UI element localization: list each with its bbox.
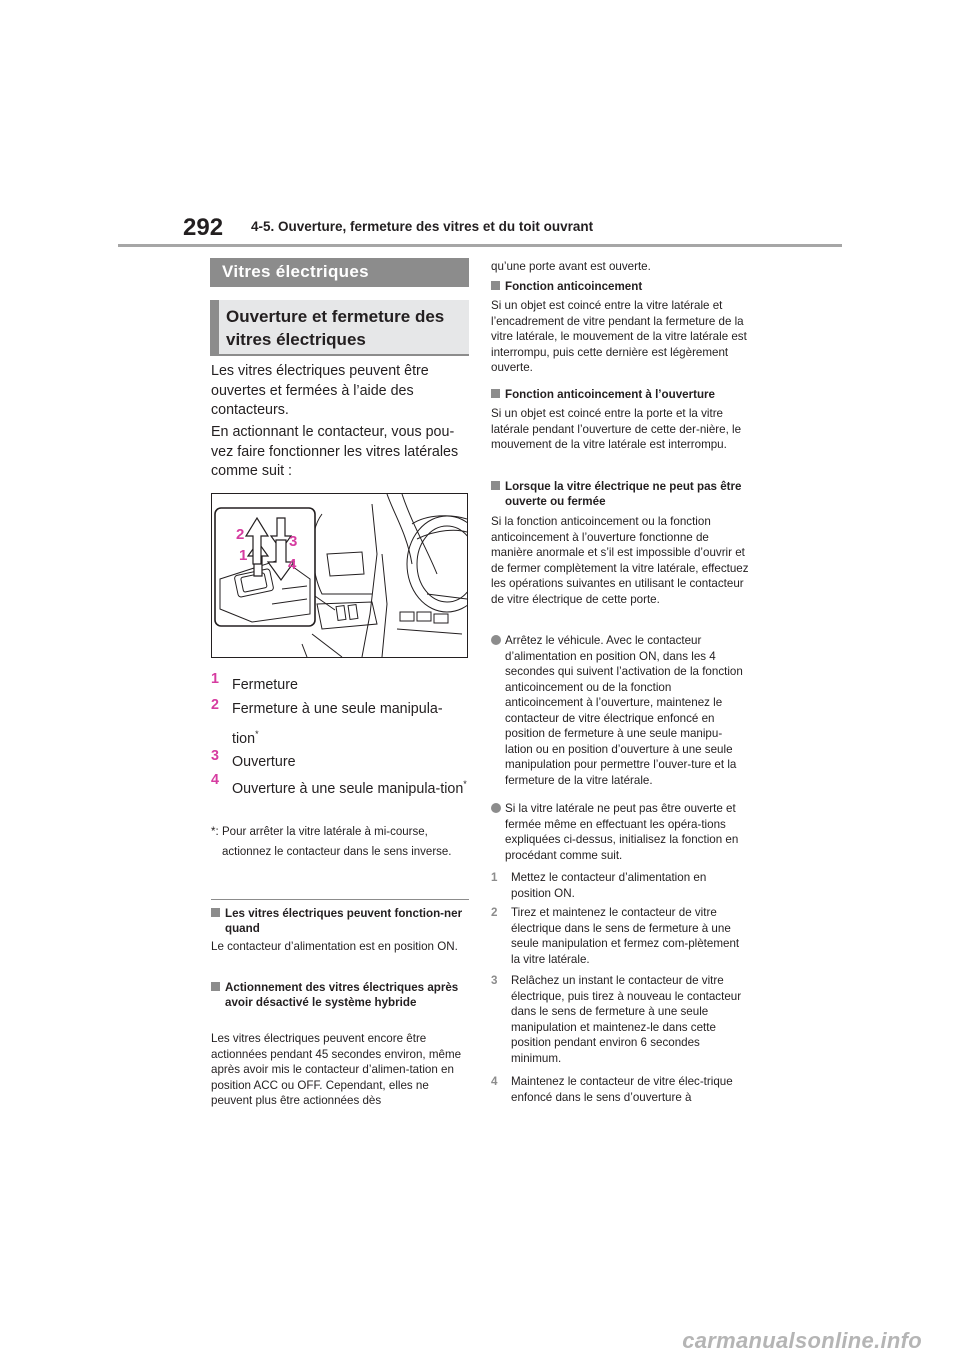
figure-label-3: 3 — [289, 533, 298, 550]
note-heading: Actionnement des vitres électriques après avoir désactivé le système hybride — [211, 980, 469, 1025]
note-heading: Fonction anticoincement — [491, 279, 753, 294]
header-rule — [118, 244, 842, 247]
operation-text: Fermeture — [232, 676, 298, 693]
note-body: Les vitres électriques peuvent encore être actionnées pendant 45 secondes environ, même après avoir mis le contacteur d’alimen-tation en position ACC ou OFF. Cependant, elles ne peuvent plus être actionnées dès — [211, 1032, 462, 1107]
operation-number: 2 — [211, 697, 219, 713]
step-item: 1 Mettez le contacteur d’alimentation en position ON. — [491, 871, 707, 900]
continuation-text: qu’une porte avant est ouverte. — [491, 260, 651, 273]
note-body: Si un objet est coincé entre la porte et la vitre latérale pendant l’ouverture de cette der-nière, le mouvement de la vitre latérale est interrompu. — [491, 407, 742, 451]
illustration-svg — [212, 494, 467, 657]
note-body: Si un objet est coincé entre la vitre latérale et l’encadrement de vitre pendant la fermeture de la vitre latérale, le mouvement de la vitre latérale est interrompu, puis cette dernière est légèrement ouverte. — [491, 299, 747, 374]
square-bullet-icon — [211, 908, 220, 917]
notes-divider — [211, 899, 469, 900]
subsection-stripe — [210, 300, 219, 354]
bullet-item: Si la vitre latérale ne peut pas être ouverte et fermée même en effectuant les opéra-tions expliquées ci-dessus, initialisez la fonction en procédant comme suit. — [491, 801, 753, 866]
square-bullet-icon — [211, 982, 220, 991]
note-heading: Lorsque la vitre électrique ne peut pas être ouverte ou fermée — [491, 479, 753, 509]
footnote-text: Pour arrêter la vitre latérale à mi-course, actionnez le contacteur dans le sens inverse. — [222, 826, 452, 858]
chapter-header: 4-5. Ouverture, fermeture des vitres et du toit ouvrant — [251, 219, 594, 234]
operation-number: 1 — [211, 671, 219, 687]
square-bullet-icon — [491, 281, 500, 290]
step-item: 4 Maintenez le contacteur de vitre élec-trique enfoncé dans le sens d’ouverture à — [491, 1075, 733, 1104]
operation-item — [211, 748, 469, 768]
step-item: 2 Tirez et maintenez le contacteur de vitre électrique dans le sens de fermeture à une seule manipulation et fermez com-plètement la vitre latérale. — [491, 906, 740, 966]
bullet-item: Arrêtez le véhicule. Avec le contacteur d’alimentation en position ON, dans les 4 secondes qui suivent l’activation de la fonction anticoincement ou de la fonction anticoincement à l’ouverture, maintenez le contacteur de vitre électrique enfoncé en position de fermeture à une seule manipu-lation ou en position d’ouverture à une seule manipulation pour permettre l’ouver-ture et la fermeture de la vitre latérale. — [491, 633, 753, 793]
section-title: Vitres électriques — [222, 262, 369, 281]
round-bullet-icon — [491, 635, 501, 645]
figure-label-1: 1 — [239, 547, 248, 564]
watermark: carmanualsonline.info — [682, 1328, 922, 1353]
note-body: Si la fonction anticoincement ou la fonction anticoincement à l’ouverture fonctionne de manière anormale et s’il est impossible d’ouvrir et de fermer complètement la vitre latérale, effectuez les opérations suivantes en utilisant le contacteur de vitre électrique de cette porte. — [491, 515, 749, 606]
operation-item — [211, 697, 469, 747]
page-number: 292 — [183, 214, 224, 241]
square-bullet-icon — [491, 389, 500, 398]
note-heading: Fonction anticoincement à l’ouverture — [491, 387, 753, 402]
operation-text: Ouverture — [232, 753, 296, 770]
operation-text: Fermeture à une seule manipula-tion* — [232, 701, 443, 747]
note-body: Le contacteur d’alimentation est en position ON. — [211, 940, 458, 953]
section-title-bar — [210, 258, 469, 287]
round-bullet-icon — [491, 803, 501, 813]
subsection-title: Ouverture et fermeture des vitres électriques — [226, 307, 445, 349]
operation-number: 3 — [211, 748, 219, 764]
figure-label-2: 2 — [236, 526, 245, 543]
operation-item — [211, 772, 469, 817]
operation-text: Ouverture à une seule manipula-tion* — [232, 779, 467, 797]
intro-paragraph: En actionnant le contacteur, vous pou-vez faire fonctionner les vitres latérales comme suit : — [211, 424, 459, 479]
power-window-switch-illustration — [211, 493, 468, 658]
intro-paragraph: Les vitres électriques peuvent être ouvertes et fermées à l’aide des contacteurs. — [211, 363, 429, 418]
footnote-mark: *: — [211, 826, 219, 838]
operation-number: 4 — [211, 772, 219, 788]
step-item: 3 Relâchez un instant le contacteur de vitre électrique, puis tirez à nouveau le contacteur dans le sens de fermeture à une seule manipulation et maintenez-le dans cette position pendant environ 6 secondes minimum. — [491, 974, 742, 1065]
square-bullet-icon — [491, 481, 500, 490]
figure-label-4: 4 — [288, 556, 297, 573]
operation-item — [211, 671, 469, 691]
note-heading: Les vitres électriques peuvent fonction-ner quand — [211, 906, 469, 936]
subsection-title-box — [210, 300, 469, 356]
